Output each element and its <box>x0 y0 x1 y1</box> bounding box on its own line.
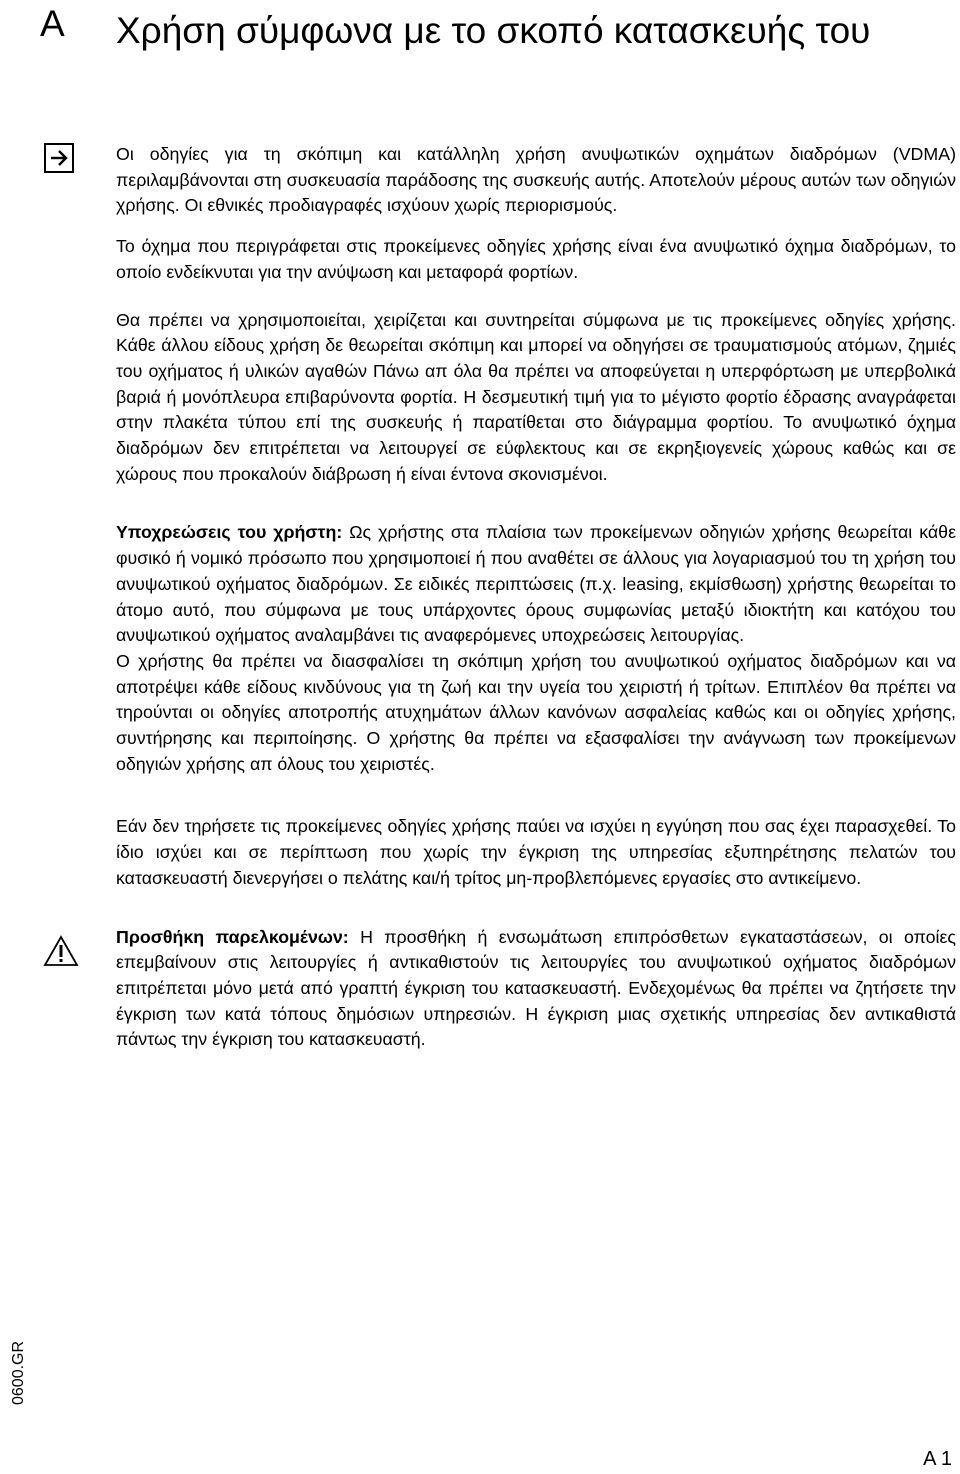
chapter-title: Χρήση σύμφωνα με το σκοπό κατασκευής του <box>116 10 871 51</box>
paragraph-usage: Θα πρέπει να χρησιμοποιείται, χειρίζεται και συντηρείται σύμφωνα με τις προκείμενες οδηγίες χρήσης. Κάθε άλλου είδους χρήση δε θεωρείται σκόπιμη και μπορεί να οδηγήσει σε τραυματισμούς ατόμων, ζημιές του οχήματος ή υλικών αγαθών Πάνω απ όλα θα πρέπει να αποφεύγεται η υπερφόρτωση με υπερβολικά βαριά ή μονόπλευρα επιβαρύνοντα φορτία. Η δεσμευτική τιμή για το μέγιστο φορτίο έδρασης αναγράφεται στην πλακέτα τύπου επί της συσκευής ή παρατίθεται στο διάγραμμα φορτίου. Το ανυψωτικό όχημα διαδρόμων δεν επιτρέπεται να λειτουργεί σε εύφλεκτους και σε εκρηξιογενείς χώρους καθώς και σε χώρους που προκαλούν διάβρωση ή είναι έντονα σκονισμένοι. <box>116 309 956 484</box>
accessories-text: Η προσθήκη ή ενσωμάτωση επιπρόσθετων εγκαταστάσεων, οι οποίες επεμβαίνουν στις λειτουργίες ή αντικαθιστούν τις λειτουργίες του ανυψωτικού οχήματος διαδρόμων επιτρέπεται μόνο μετά από γραπτή έγκριση του κατασκευαστή. Ενδεχομένως θα πρέπει να ζητήσετε την έγκριση των κατά τόπους δημόσιων υπηρεσιών. Η έγκριση μιας σχετικής υπηρεσίας δεν αντικαθιστά πάντως την έγκριση του κατασκευαστή. <box>116 926 956 1050</box>
user-obligations-label: Υποχρεώσεις του χρήστη: <box>116 522 343 543</box>
paragraph-accessories <box>116 925 956 1054</box>
paragraph-user-obligations <box>116 520 956 649</box>
document-code: 0600.GR <box>10 1340 27 1405</box>
content-body <box>116 142 956 1053</box>
paragraph-user-duties: Ο χρήστης θα πρέπει να διασφαλίσει τη σκόπιμη χρήση του ανυψωτικού οχήματος διαδρόμων και να αποτρέψει κάθε είδους κινδύνους για τη ζωή και την υγεία του χειριστή ή τρίτων. Επιπλέον θα πρέπει να τηρούνται οι οδηγίες αποτροπής ατυχημάτων άλλων κανόνων ασφαλείας καθώς και οι οδηγίες χρήσης, συντήρησης και περιποίησης. Ο χρήστης θα πρέπει να εξασφαλίσει την ανάγνωση των προκείμενων οδηγιών χρήσης απ όλους του χειριστές. <box>116 650 956 774</box>
warning-triangle-icon <box>43 935 79 972</box>
paragraph-warranty-warning: Εάν δεν τηρήσετε τις προκείμενες οδηγίες χρήσης παύει να ισχύει η εγγύηση που σας έχει παρασχεθεί. Το ίδιο ισχύει και σε περίπτωση που χωρίς την έγκριση της υπηρεσίας εξυπηρέτησης πελατών του κατασκευαστή διενεργήσει ο πελάτης και/ή τρίτος μη-προβλεπόμενες εργασίες στο αντικείμενο. <box>116 816 956 888</box>
arrow-right-icon <box>44 143 74 173</box>
paragraph-intro: Οι οδηγίες για τη σκόπιμη και κατάλληλη χρήση ανυψωτικών οχημάτων διαδρόμων (VDMA) περιλαμβάνονται στη συσκευασία παράδοσης της συσκευής αυτής. Αποτελούν μέρους αυτών των οδηγιών χρήσης. Οι εθνικές προδιαγραφές ισχύουν χωρίς περιορισμούς. <box>116 144 956 216</box>
paragraph-vehicle-description: Το όχημα που περιγράφεται στις προκείμενες οδηγίες χρήσης είναι ένα ανυψωτικό όχημα διαδρόμων, το οποίο ενδείκνυται για την ανύψωση και μεταφορά φορτίων. <box>116 236 956 282</box>
page-number: A 1 <box>923 1448 952 1470</box>
user-obligations-text: Ως χρήστης στα πλαίσια των προκείμενων οδηγιών χρήσης θεωρείται κάθε φυσικό ή νομικό πρόσωπο που χρησιμοποιεί ή που αναθέτει σε άλλους για λογαριασμού του τη χρήση του ανυψωτικού οχήματος διαδρόμων. Σε ειδικές περιπτώσεις (π.χ. leasing, εκμίσθωση) χρήστης θεωρείται το άτομο αυτό, που σύμφωνα με τους υπάρχοντες όρους συμφωνίας μεταξύ ιδιοκτήτη και κατόχου του ανυψωτικού οχήματος αναλαμβάνει τις αναφερόμενες υποχρεώσεις λειτουργίας. <box>116 522 956 646</box>
chapter-letter: A <box>40 3 65 44</box>
accessories-label: Προσθήκη παρελκομένων: <box>116 926 349 947</box>
